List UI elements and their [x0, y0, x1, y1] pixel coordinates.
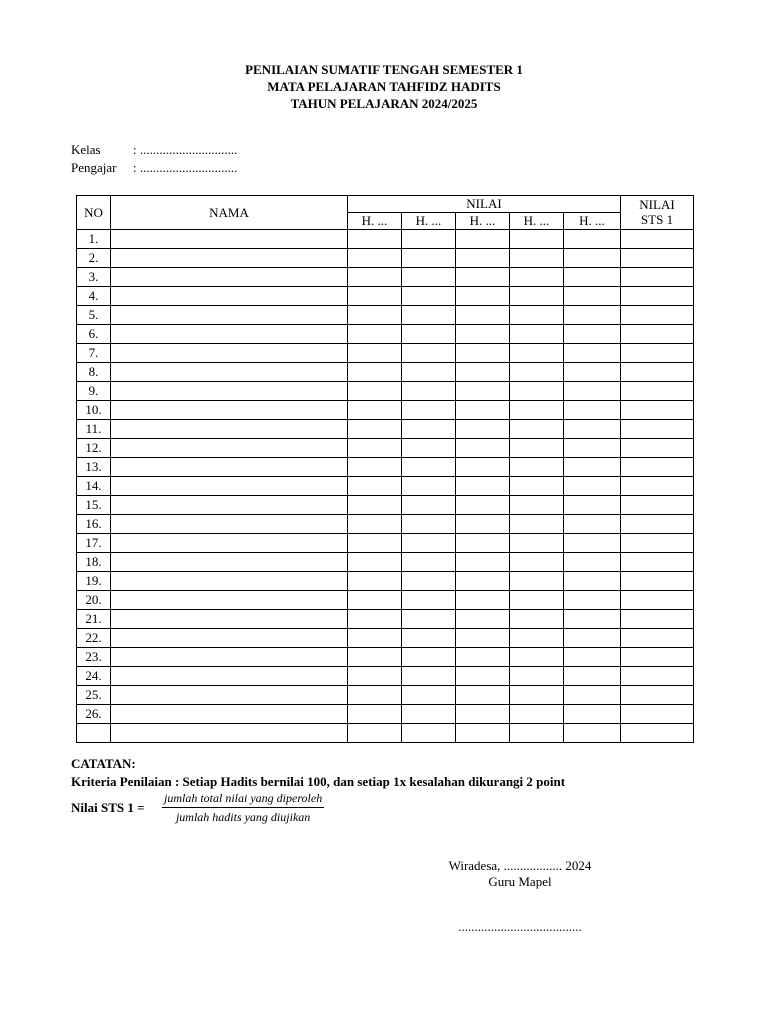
score-cell [564, 591, 621, 610]
score-cell [402, 553, 456, 572]
table-row [77, 325, 694, 344]
sts-cell [621, 401, 694, 420]
score-cell [456, 382, 510, 401]
score-cell [564, 477, 621, 496]
score-cell [510, 553, 564, 572]
score-cell [456, 667, 510, 686]
score-cell [348, 230, 402, 249]
score-cell [402, 439, 456, 458]
score-cell [456, 648, 510, 667]
header-sts-line1: NILAI [639, 197, 675, 212]
score-cell [402, 382, 456, 401]
table-row [77, 629, 694, 648]
score-cell [510, 667, 564, 686]
sts-cell [621, 344, 694, 363]
score-cell [348, 458, 402, 477]
row-number: 5. [77, 306, 111, 325]
score-cell [564, 268, 621, 287]
score-cell [348, 629, 402, 648]
formula-fraction [162, 791, 324, 825]
score-cell [510, 477, 564, 496]
score-cell [402, 515, 456, 534]
sts-cell [621, 496, 694, 515]
table-row [77, 344, 694, 363]
score-cell [564, 629, 621, 648]
formula-label: Nilai STS 1 = [71, 800, 145, 815]
row-number: 13. [77, 458, 111, 477]
score-cell [348, 420, 402, 439]
score-cell [402, 344, 456, 363]
score-cell [456, 705, 510, 724]
table-row [77, 572, 694, 591]
score-cell [456, 686, 510, 705]
header-nama: NAMA [111, 196, 348, 230]
catatan-heading: CATATAN: [71, 756, 136, 771]
score-cell [456, 401, 510, 420]
score-cell [564, 363, 621, 382]
score-cell [456, 287, 510, 306]
row-number: 12. [77, 439, 111, 458]
score-cell [564, 705, 621, 724]
table-row [77, 724, 694, 743]
score-cell [510, 648, 564, 667]
signature-line: ...................................... [458, 919, 582, 934]
score-cell [510, 439, 564, 458]
score-cell [510, 724, 564, 743]
score-cell [456, 496, 510, 515]
score-cell [510, 591, 564, 610]
score-cell [348, 515, 402, 534]
row-number: 15. [77, 496, 111, 515]
score-cell [510, 629, 564, 648]
name-cell [111, 686, 348, 705]
score-cell [348, 325, 402, 344]
sts-cell [621, 724, 694, 743]
score-cell [402, 610, 456, 629]
row-number: 4. [77, 287, 111, 306]
score-cell [348, 591, 402, 610]
score-cell [456, 325, 510, 344]
sts-cell [621, 534, 694, 553]
score-cell [456, 344, 510, 363]
score-cell [564, 439, 621, 458]
score-cell [456, 230, 510, 249]
score-cell [564, 344, 621, 363]
name-cell [111, 458, 348, 477]
score-cell [402, 591, 456, 610]
name-cell [111, 287, 348, 306]
score-cell [402, 458, 456, 477]
formula-numerator: jumlah total nilai yang diperoleh [162, 791, 324, 808]
header-nilai: NILAI [348, 196, 621, 213]
score-cell [564, 724, 621, 743]
table-row [77, 420, 694, 439]
row-number: 17. [77, 534, 111, 553]
score-cell [348, 306, 402, 325]
name-cell [111, 515, 348, 534]
score-cell [510, 268, 564, 287]
score-cell [348, 686, 402, 705]
score-cell [402, 686, 456, 705]
header-no: NO [77, 196, 111, 230]
sts-cell [621, 230, 694, 249]
score-cell [402, 724, 456, 743]
sts-cell [621, 249, 694, 268]
score-cell [456, 534, 510, 553]
score-cell [402, 401, 456, 420]
score-cell [456, 515, 510, 534]
table-row [77, 382, 694, 401]
score-cell [564, 306, 621, 325]
row-number: 6. [77, 325, 111, 344]
score-cell [402, 325, 456, 344]
name-cell [111, 249, 348, 268]
name-cell [111, 591, 348, 610]
score-cell [456, 553, 510, 572]
score-cell [402, 287, 456, 306]
sts-cell [621, 287, 694, 306]
header-nilai-sts [621, 196, 694, 230]
score-cell [402, 629, 456, 648]
kriteria-text: Kriteria Penilaian : Setiap Hadits bernilai 100, dan setiap 1x kesalahan dikurangi 2 point [71, 774, 566, 789]
name-cell [111, 705, 348, 724]
row-number: 22. [77, 629, 111, 648]
sts-cell [621, 268, 694, 287]
kelas-label: Kelas [71, 142, 101, 157]
name-cell [111, 534, 348, 553]
table-row [77, 363, 694, 382]
score-cell [510, 382, 564, 401]
place-date: Wiradesa, .................. 2024 [448, 858, 592, 873]
score-cell [348, 382, 402, 401]
score-cell [456, 724, 510, 743]
score-cell [402, 477, 456, 496]
table-row [77, 477, 694, 496]
name-cell [111, 610, 348, 629]
score-cell [348, 439, 402, 458]
name-cell [111, 629, 348, 648]
table-row [77, 667, 694, 686]
name-cell [111, 572, 348, 591]
score-cell [510, 515, 564, 534]
score-cell [348, 344, 402, 363]
row-number: 2. [77, 249, 111, 268]
table-row [77, 515, 694, 534]
score-cell [510, 610, 564, 629]
score-cell [564, 648, 621, 667]
row-number: 24. [77, 667, 111, 686]
sts-cell [621, 458, 694, 477]
pengajar-label: Pengajar [71, 160, 117, 175]
score-cell [456, 249, 510, 268]
score-cell [402, 667, 456, 686]
sts-cell [621, 420, 694, 439]
row-number: 23. [77, 648, 111, 667]
sts-cell [621, 629, 694, 648]
score-cell [456, 306, 510, 325]
score-cell [348, 667, 402, 686]
row-number: 19. [77, 572, 111, 591]
score-cell [510, 420, 564, 439]
score-cell [510, 686, 564, 705]
score-cell [510, 287, 564, 306]
table-row [77, 268, 694, 287]
score-cell [348, 553, 402, 572]
header-hadits-3: H. ... [456, 213, 510, 230]
score-cell [348, 610, 402, 629]
score-cell [456, 610, 510, 629]
header-hadits-1: H. ... [348, 213, 402, 230]
row-number: 10. [77, 401, 111, 420]
score-cell [402, 249, 456, 268]
name-cell [111, 439, 348, 458]
name-cell [111, 667, 348, 686]
row-number: 25. [77, 686, 111, 705]
sts-cell [621, 553, 694, 572]
score-cell [348, 287, 402, 306]
row-number: 7. [77, 344, 111, 363]
score-cell [510, 401, 564, 420]
name-cell [111, 496, 348, 515]
sts-cell [621, 382, 694, 401]
sts-cell [621, 705, 694, 724]
name-cell [111, 325, 348, 344]
score-cell [510, 572, 564, 591]
row-number: 20. [77, 591, 111, 610]
sts-cell [621, 515, 694, 534]
doc-title-line1: PENILAIAN SUMATIF TENGAH SEMESTER 1 [245, 62, 523, 77]
score-cell [564, 534, 621, 553]
pengajar-value: : .............................. [133, 160, 238, 175]
score-cell [510, 344, 564, 363]
score-cell [510, 705, 564, 724]
score-cell [348, 363, 402, 382]
score-cell [456, 572, 510, 591]
sts-cell [621, 572, 694, 591]
score-cell [402, 705, 456, 724]
table-row [77, 401, 694, 420]
score-cell [456, 439, 510, 458]
score-cell [402, 230, 456, 249]
name-cell [111, 420, 348, 439]
row-number: 14. [77, 477, 111, 496]
table-row [77, 610, 694, 629]
score-cell [402, 363, 456, 382]
score-cell [564, 458, 621, 477]
sts-cell [621, 477, 694, 496]
name-cell [111, 230, 348, 249]
score-cell [510, 496, 564, 515]
name-cell [111, 477, 348, 496]
name-cell [111, 553, 348, 572]
score-cell [348, 401, 402, 420]
table-row [77, 458, 694, 477]
score-cell [510, 230, 564, 249]
grade-table [76, 195, 694, 743]
score-cell [564, 230, 621, 249]
table-row [77, 287, 694, 306]
score-cell [348, 648, 402, 667]
score-cell [402, 420, 456, 439]
score-cell [348, 249, 402, 268]
score-cell [564, 553, 621, 572]
table-row [77, 534, 694, 553]
sts-cell [621, 363, 694, 382]
name-cell [111, 724, 348, 743]
score-cell [564, 325, 621, 344]
score-cell [510, 534, 564, 553]
score-cell [348, 496, 402, 515]
score-cell [510, 458, 564, 477]
row-number: 18. [77, 553, 111, 572]
score-cell [456, 477, 510, 496]
table-row [77, 705, 694, 724]
sts-cell [621, 667, 694, 686]
score-cell [456, 591, 510, 610]
name-cell [111, 306, 348, 325]
table-row [77, 249, 694, 268]
sts-cell [621, 686, 694, 705]
score-cell [348, 724, 402, 743]
sts-cell [621, 591, 694, 610]
score-cell [564, 382, 621, 401]
score-cell [564, 667, 621, 686]
row-number: 26. [77, 705, 111, 724]
score-cell [402, 306, 456, 325]
score-cell [348, 572, 402, 591]
score-cell [456, 420, 510, 439]
row-number: 16. [77, 515, 111, 534]
doc-title-line2: MATA PELAJARAN TAHFIDZ HADITS [267, 79, 501, 94]
score-cell [402, 648, 456, 667]
row-number: 9. [77, 382, 111, 401]
table-row [77, 686, 694, 705]
sts-cell [621, 610, 694, 629]
score-cell [348, 534, 402, 553]
row-number: 3. [77, 268, 111, 287]
score-cell [402, 572, 456, 591]
score-cell [456, 363, 510, 382]
score-cell [564, 496, 621, 515]
name-cell [111, 648, 348, 667]
score-cell [564, 287, 621, 306]
header-sts-line2: STS 1 [640, 212, 674, 227]
table-row [77, 306, 694, 325]
name-cell [111, 268, 348, 287]
score-cell [510, 363, 564, 382]
formula-denominator: jumlah hadits yang diujikan [175, 810, 311, 824]
score-cell [456, 458, 510, 477]
row-number: 8. [77, 363, 111, 382]
header-hadits-5: H. ... [564, 213, 621, 230]
sts-cell [621, 439, 694, 458]
sts-cell [621, 648, 694, 667]
score-cell [402, 534, 456, 553]
score-cell [348, 268, 402, 287]
row-number: 21. [77, 610, 111, 629]
score-cell [402, 268, 456, 287]
score-cell [456, 268, 510, 287]
kelas-value: : .............................. [133, 142, 238, 157]
header-hadits-4: H. ... [510, 213, 564, 230]
name-cell [111, 382, 348, 401]
score-cell [564, 572, 621, 591]
score-cell [564, 401, 621, 420]
score-cell [510, 306, 564, 325]
score-cell [348, 705, 402, 724]
pengajar-field [71, 160, 237, 176]
table-row [77, 591, 694, 610]
name-cell [111, 363, 348, 382]
table-row [77, 553, 694, 572]
table-row [77, 496, 694, 515]
kelas-field [71, 142, 237, 158]
name-cell [111, 401, 348, 420]
row-number: 11. [77, 420, 111, 439]
doc-title-line3: TAHUN PELAJARAN 2024/2025 [290, 96, 478, 111]
score-cell [348, 477, 402, 496]
table-row [77, 439, 694, 458]
header-hadits-2: H. ... [402, 213, 456, 230]
score-cell [510, 325, 564, 344]
score-cell [456, 629, 510, 648]
score-cell [564, 515, 621, 534]
row-number [77, 724, 111, 743]
score-cell [510, 249, 564, 268]
table-row [77, 230, 694, 249]
table-row [77, 648, 694, 667]
row-number: 1. [77, 230, 111, 249]
score-cell [402, 496, 456, 515]
score-cell [564, 249, 621, 268]
score-cell [564, 686, 621, 705]
sts-cell [621, 325, 694, 344]
sts-cell [621, 306, 694, 325]
signer-role: Guru Mapel [488, 874, 552, 889]
score-cell [564, 610, 621, 629]
name-cell [111, 344, 348, 363]
score-cell [564, 420, 621, 439]
